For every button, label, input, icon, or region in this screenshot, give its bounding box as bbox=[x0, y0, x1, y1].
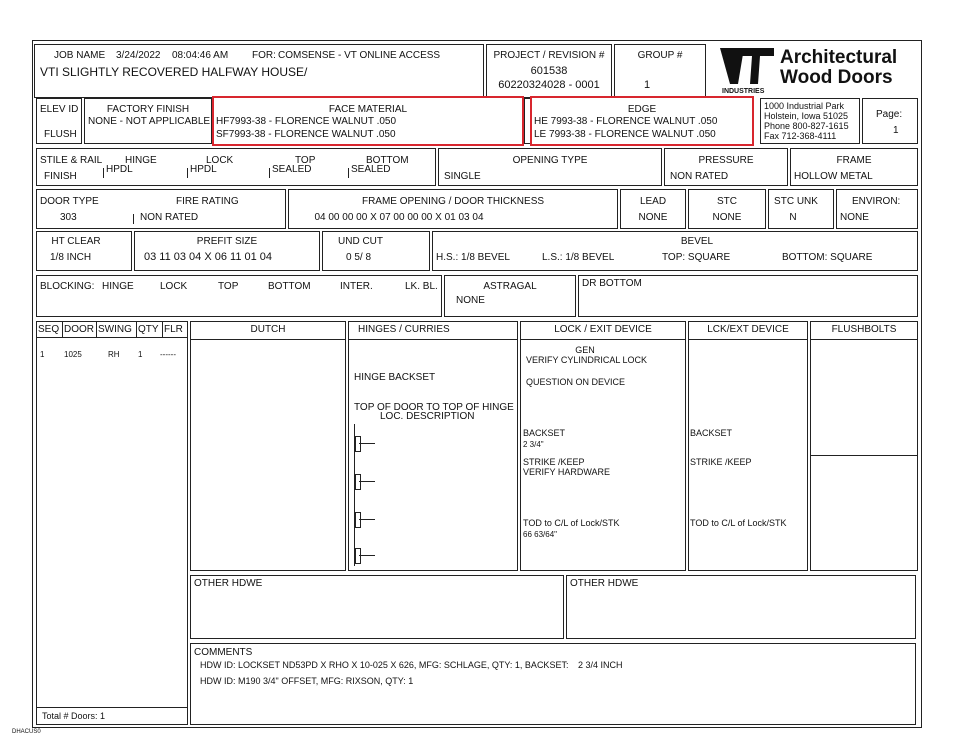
prefit-label: PREFIT SIZE bbox=[196, 236, 258, 247]
bevel-label: BEVEL bbox=[680, 236, 714, 247]
total-doors: Total # Doors: 1 bbox=[42, 711, 106, 721]
seq-col-divider bbox=[96, 321, 97, 337]
lead-box bbox=[620, 189, 686, 229]
edge-he: HE 7993-38 - FLORENCE WALNUT .050 bbox=[534, 116, 718, 127]
elev-label: ELEV ID bbox=[40, 104, 79, 115]
drbottom-label: DR BOTTOM bbox=[582, 278, 642, 289]
face-label: FACE MATERIAL bbox=[328, 104, 408, 115]
flushbolts-header-line bbox=[810, 339, 918, 340]
blocking-inter: INTER. bbox=[340, 281, 373, 292]
dutch-header-line bbox=[190, 339, 346, 340]
ht-clear-label: HT CLEAR bbox=[51, 236, 101, 247]
project-number: 601538 bbox=[530, 65, 568, 77]
blocking-bottom: BOTTOM bbox=[268, 281, 311, 292]
top-value: SEALED bbox=[272, 164, 312, 175]
fire-label: FIRE RATING bbox=[176, 196, 239, 207]
brand-line2: Wood Doors bbox=[780, 67, 893, 88]
vt-logo-mark bbox=[718, 46, 776, 86]
for-label: FOR: bbox=[252, 50, 276, 61]
bevel-hs: H.S.: 1/8 BEVEL bbox=[436, 252, 510, 263]
astragal-label: ASTRAGAL bbox=[483, 281, 537, 292]
flr-header: FLR bbox=[164, 324, 183, 335]
footer-code: DHACUS0 bbox=[12, 729, 41, 735]
flushbolts-header: FLUSHBOLTS bbox=[831, 324, 897, 335]
job-date: 3/24/2022 bbox=[116, 50, 161, 61]
row-flr: ------ bbox=[160, 350, 176, 359]
logo-sub: INDUSTRIES bbox=[722, 88, 765, 95]
door-type-box bbox=[36, 189, 286, 229]
lock-label: LOCK bbox=[206, 155, 234, 166]
project-label: PROJECT / REVISION # bbox=[493, 50, 605, 61]
dutch-col bbox=[190, 321, 346, 571]
backset2-label: BACKSET bbox=[690, 428, 733, 438]
comments-label: COMMENTS bbox=[194, 647, 253, 658]
bottom-value: SEALED bbox=[351, 164, 391, 175]
blocking-hinge: HINGE bbox=[102, 281, 134, 292]
vt-logo bbox=[718, 46, 776, 86]
tick bbox=[103, 168, 104, 178]
hinge-icon bbox=[355, 548, 361, 564]
blocking-box bbox=[36, 275, 442, 317]
tod-label: TOD to C/L of Lock/STK bbox=[523, 518, 620, 528]
row-door: 1025 bbox=[64, 350, 82, 359]
top-label: TOP bbox=[295, 155, 316, 166]
frame-opening-value: 04 00 00 00 X 07 00 00 00 X 01 03 04 bbox=[314, 212, 484, 223]
stile-label: STILE & RAIL bbox=[40, 155, 103, 166]
stc-value: NONE bbox=[712, 212, 742, 223]
comment-line1-value: 2 3/4 INCH bbox=[578, 660, 623, 670]
factory-value: NONE - NOT APPLICABLE bbox=[88, 116, 211, 127]
door-header: DOOR bbox=[64, 324, 94, 335]
group-label: GROUP # bbox=[637, 50, 683, 61]
lock-value: HPDL bbox=[190, 164, 217, 175]
tick bbox=[348, 168, 349, 178]
address1: 1000 Industrial Park bbox=[764, 101, 845, 111]
frame-value: HOLLOW METAL bbox=[794, 171, 873, 182]
page-box bbox=[862, 98, 918, 144]
seq-header: SEQ bbox=[38, 324, 60, 335]
page-value: 1 bbox=[893, 125, 899, 136]
lead-label: LEAD bbox=[639, 196, 667, 207]
seq-col-divider bbox=[62, 321, 63, 337]
bottom-label: BOTTOM bbox=[366, 155, 409, 166]
prefit-value: 03 11 03 04 X 06 11 01 04 bbox=[144, 251, 273, 263]
pressure-label: PRESSURE bbox=[698, 155, 754, 166]
page-label: Page: bbox=[876, 109, 903, 120]
undcut-value: 0 5/ 8 bbox=[346, 252, 372, 263]
seq-table bbox=[36, 321, 188, 725]
door-type-label: DOOR TYPE bbox=[40, 196, 99, 207]
bevel-top: TOP: SQUARE bbox=[662, 252, 731, 263]
total-line bbox=[36, 707, 188, 708]
flushbolts-col bbox=[810, 321, 918, 571]
hinge-backset: HINGE BACKSET bbox=[354, 372, 436, 383]
opening-label: OPENING TYPE bbox=[512, 155, 588, 166]
face-hf: HF7993-38 - FLORENCE WALNUT .050 bbox=[216, 116, 397, 127]
stc-unk-label: STC UNK bbox=[774, 196, 818, 207]
edge-label: EDGE bbox=[627, 104, 657, 115]
qty-header: QTY bbox=[138, 324, 159, 335]
tod-value: 66 63/64" bbox=[523, 530, 557, 539]
phone: Phone 800-827-1615 bbox=[764, 121, 849, 131]
lckext-header-line bbox=[688, 339, 808, 340]
frame-opening-label: FRAME OPENING / DOOR THICKNESS bbox=[361, 196, 545, 207]
strike-label: STRIKE /KEEP bbox=[523, 457, 585, 467]
comment-line2: HDW ID: M190 3/4" OFFSET, MFG: RIXSON, QTY: 1 bbox=[200, 676, 414, 686]
elev-value: FLUSH bbox=[44, 129, 77, 140]
frame-label: FRAME bbox=[836, 155, 872, 166]
bevel-ls: L.S.: 1/8 BEVEL bbox=[542, 252, 615, 263]
hinge-icon bbox=[355, 512, 361, 528]
environ-label: ENVIRON: bbox=[852, 196, 901, 207]
hinge-tick bbox=[359, 519, 375, 520]
row-seq: 1 bbox=[40, 350, 45, 359]
stc-unk-value: N bbox=[789, 212, 797, 223]
hinge-tick bbox=[359, 555, 375, 556]
comment-line1: HDW ID: LOCKSET ND53PD X RHO X 10-025 X 626, MFG: SCHLAGE, QTY: 1, BACKSET: bbox=[200, 660, 569, 670]
hinge-icon bbox=[355, 474, 361, 490]
dutch-header: DUTCH bbox=[250, 324, 286, 335]
seq-header-line bbox=[36, 337, 188, 338]
swing-header: SWING bbox=[98, 324, 132, 335]
seq-col-divider bbox=[162, 321, 163, 337]
lckext-col bbox=[688, 321, 808, 571]
bevel-bottom: BOTTOM: SQUARE bbox=[782, 252, 873, 263]
seq-col-divider bbox=[136, 321, 137, 337]
row-qty: 1 bbox=[138, 350, 143, 359]
stc-unk-box bbox=[768, 189, 834, 229]
job-label: JOB NAME bbox=[54, 50, 106, 61]
question-device: QUESTION ON DEVICE bbox=[526, 377, 626, 387]
hinges-col bbox=[348, 321, 518, 571]
factory-label: FACTORY FINISH bbox=[106, 104, 190, 115]
tick bbox=[133, 214, 134, 224]
revision-number: 60220324028 - 0001 bbox=[498, 79, 600, 91]
row-swing: RH bbox=[108, 350, 120, 359]
loc-description: LOC. DESCRIPTION bbox=[380, 411, 475, 422]
pressure-value: NON RATED bbox=[670, 171, 729, 182]
hinge-tick bbox=[359, 443, 375, 444]
blocking-top: TOP bbox=[218, 281, 239, 292]
address2: Holstein, Iowa 51025 bbox=[764, 111, 849, 121]
blocking-lock: LOCK bbox=[160, 281, 188, 292]
blocking-lkbl: LK. BL. bbox=[405, 281, 438, 292]
edge-le: LE 7993-38 - FLORENCE WALNUT .050 bbox=[534, 129, 716, 140]
fire-value: NON RATED bbox=[140, 212, 199, 223]
lckext-header: LCK/EXT DEVICE bbox=[707, 324, 789, 335]
environ-box bbox=[836, 189, 918, 229]
other-hdwe-left-label: OTHER HDWE bbox=[194, 578, 263, 589]
fax: Fax 712-368-4111 bbox=[764, 131, 837, 141]
finish-label: FINISH bbox=[44, 171, 77, 182]
hinge-icon bbox=[355, 436, 361, 452]
lead-value: NONE bbox=[638, 212, 668, 223]
stc-label: STC bbox=[717, 196, 737, 207]
blocking-label: BLOCKING: bbox=[40, 281, 95, 292]
other-hdwe-right-label: OTHER HDWE bbox=[570, 578, 639, 589]
gen-label: GEN bbox=[575, 345, 595, 355]
environ-value: NONE bbox=[840, 212, 869, 223]
for-value: COMSENSE - VT ONLINE ACCESS bbox=[278, 50, 441, 61]
ht-clear-value: 1/8 INCH bbox=[50, 252, 92, 263]
job-time: 08:04:46 AM bbox=[172, 50, 229, 61]
strike2-label: STRIKE /KEEP bbox=[690, 457, 752, 467]
stc-box bbox=[688, 189, 766, 229]
backset-value: 2 3/4" bbox=[523, 440, 544, 449]
backset-label: BACKSET bbox=[523, 428, 566, 438]
group-value: 1 bbox=[644, 79, 651, 91]
flushbolts-divider bbox=[810, 455, 918, 456]
hinge-label: HINGE bbox=[125, 155, 157, 166]
top-of-door: TOP OF DOOR TO TOP OF HINGE bbox=[354, 402, 514, 413]
lock-exit-header-line bbox=[520, 339, 686, 340]
hinge-tick bbox=[359, 481, 375, 482]
tick bbox=[269, 168, 270, 178]
verify-hardware: VERIFY HARDWARE bbox=[523, 467, 611, 477]
undcut-label: UND CUT bbox=[338, 236, 383, 247]
brand-line1: Architectural bbox=[780, 47, 898, 68]
tick bbox=[187, 168, 188, 178]
frame-opening-box bbox=[288, 189, 618, 229]
hinges-header-line bbox=[348, 339, 518, 340]
door-type-value: 303 bbox=[60, 212, 77, 223]
tod2-label: TOD to C/L of Lock/STK bbox=[690, 518, 787, 528]
hinge-value: HPDL bbox=[106, 164, 133, 175]
hinges-header: HINGES / CURRIES bbox=[358, 324, 450, 335]
job-name: VTI SLIGHTLY RECOVERED HALFWAY HOUSE/ bbox=[40, 65, 308, 79]
lock-exit-header: LOCK / EXIT DEVICE bbox=[554, 324, 652, 335]
verify-lock: VERIFY CYLINDRICAL LOCK bbox=[526, 355, 648, 365]
face-sf: SF7993-38 - FLORENCE WALNUT .050 bbox=[216, 129, 396, 140]
astragal-value: NONE bbox=[456, 295, 485, 306]
opening-value: SINGLE bbox=[444, 171, 481, 182]
